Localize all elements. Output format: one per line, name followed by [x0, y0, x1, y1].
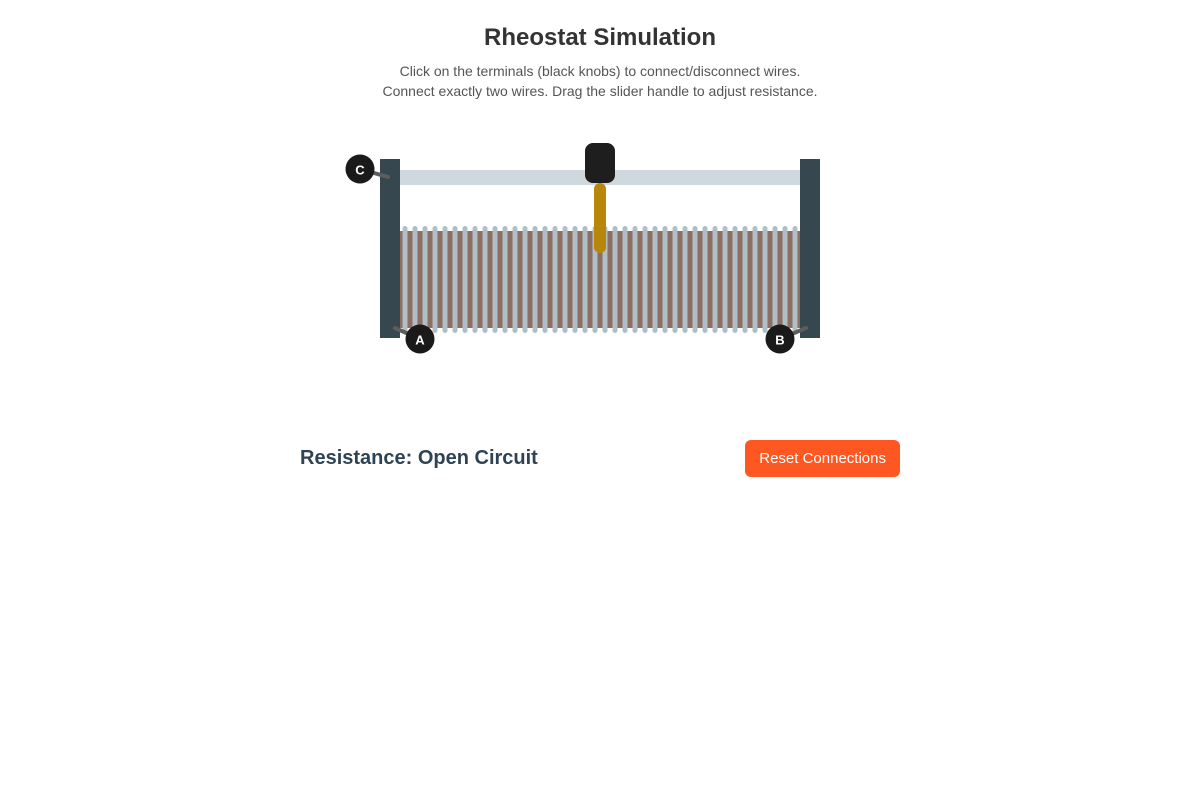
terminal-c-knob[interactable] — [346, 154, 375, 183]
instructions — [300, 61, 900, 101]
terminal-b[interactable] — [766, 324, 795, 353]
app-container — [300, 0, 900, 477]
instructions-line-1: Click on the terminals (black knobs) to connect/disconnect wires. — [399, 62, 801, 79]
controls-row — [300, 440, 900, 477]
terminal-b-knob[interactable] — [766, 324, 795, 353]
terminal-b-label: B — [775, 332, 785, 348]
page-title: Rheostat Simulation — [483, 24, 717, 51]
right-end-cap — [800, 159, 820, 338]
rheostat-figure — [300, 120, 900, 380]
instructions-line-2: Connect exactly two wires. Drag the slider handle to adjust resistance. — [382, 82, 818, 99]
reset-connections-button[interactable]: Reset Connections — [745, 440, 900, 477]
terminal-a-label: A — [415, 332, 425, 348]
left-end-cap — [380, 159, 400, 338]
resistance-readout: Resistance: Open Circuit — [300, 446, 538, 469]
terminal-a[interactable] — [406, 324, 435, 353]
terminal-a-knob[interactable] — [406, 324, 435, 353]
slider-handle[interactable] — [585, 143, 615, 183]
terminal-c[interactable] — [346, 154, 375, 183]
terminal-c-label: C — [355, 162, 365, 178]
